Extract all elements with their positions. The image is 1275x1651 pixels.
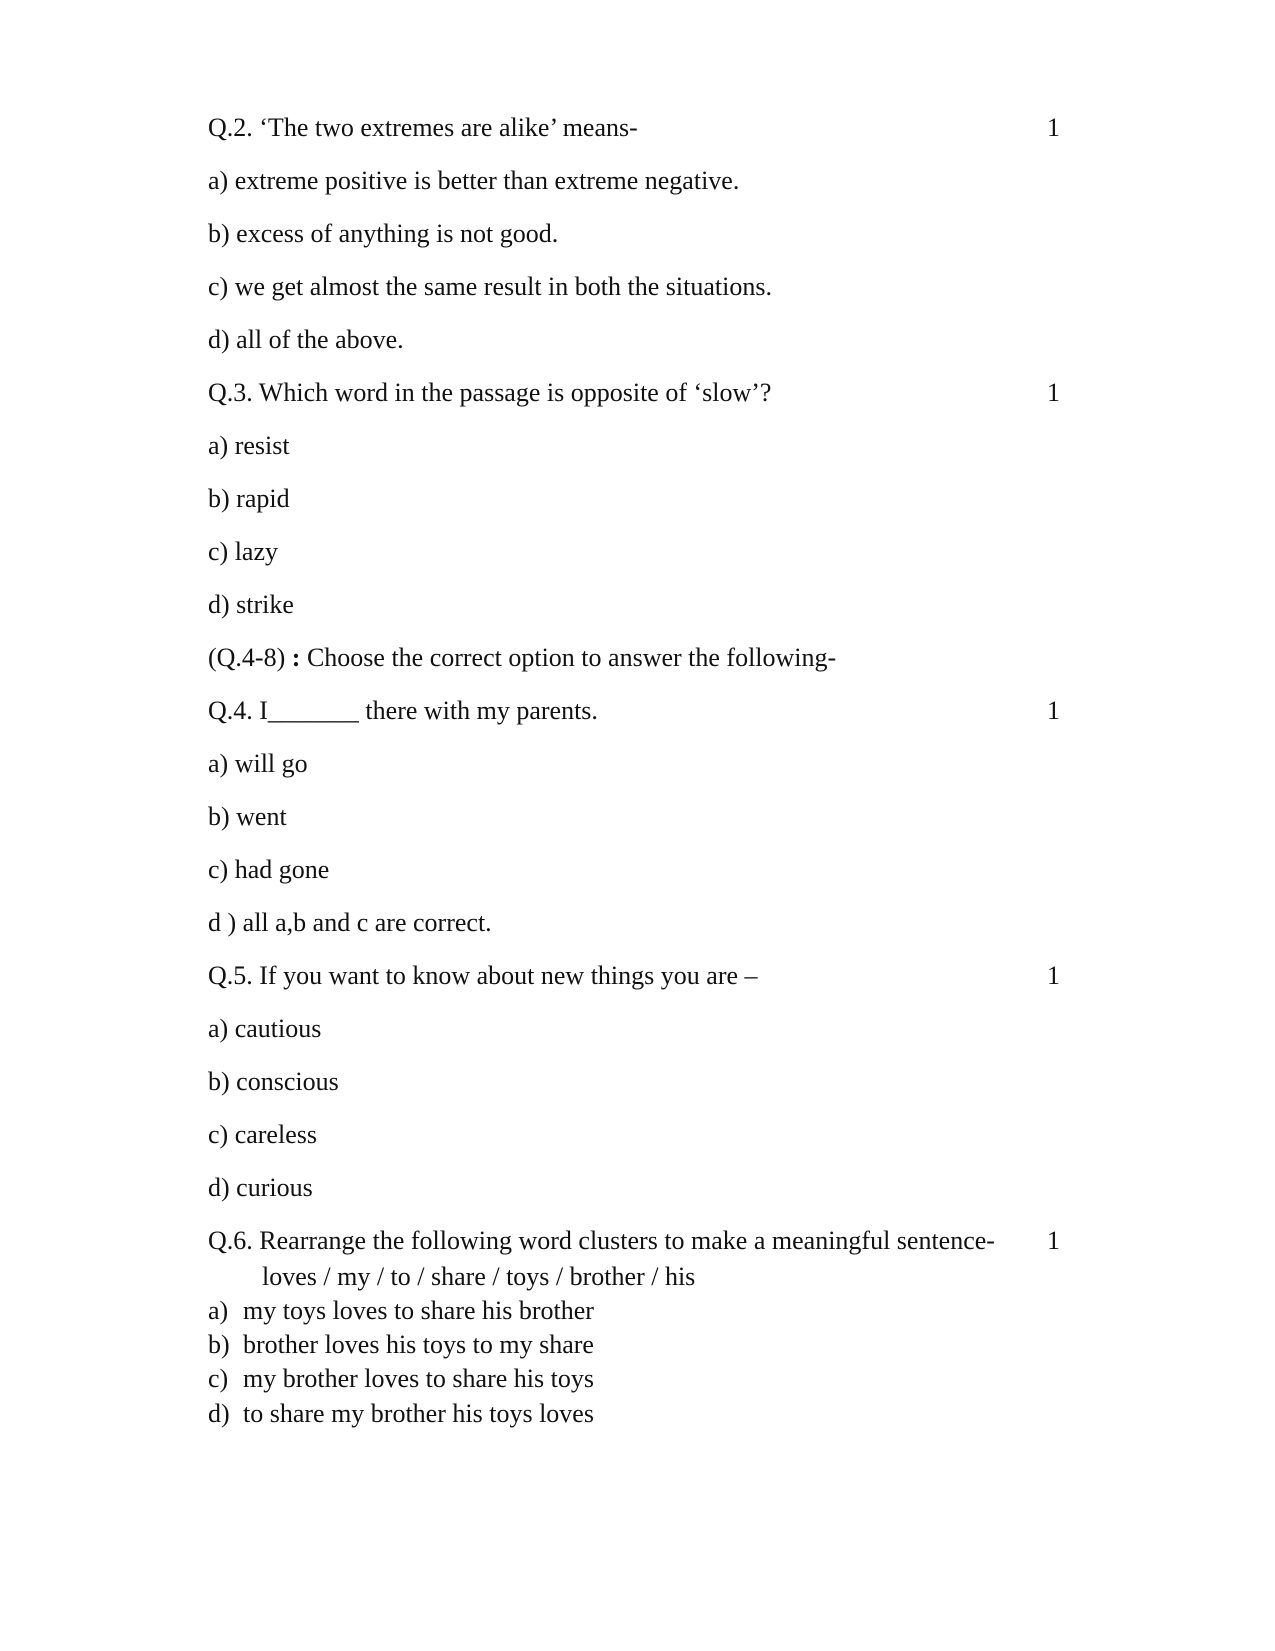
question-2-option-c: c) we get almost the same result in both the situations. <box>208 272 772 301</box>
question-4-option-a: a) will go <box>208 749 308 778</box>
question-3-option-d: d) strike <box>208 590 294 619</box>
option-letter: b) <box>208 1330 230 1359</box>
question-6: Q.6. Rearrange the following word clusters to make a meaningful sentence- <box>208 1226 995 1255</box>
question-2-marks: 1 <box>1047 113 1060 142</box>
question-6-marks: 1 <box>1047 1226 1060 1255</box>
section-instruction-text: Choose the correct option to answer the following- <box>306 643 837 672</box>
question-5-option-b: b) conscious <box>208 1067 339 1096</box>
option-text: my toys loves to share his brother <box>243 1296 594 1325</box>
question-4-option-d: d ) all a,b and c are correct. <box>208 908 492 937</box>
question-6-word-clusters: loves / my / to / share / toys / brother / his <box>262 1262 696 1291</box>
question-3-option-a: a) resist <box>208 431 290 460</box>
section-instruction <box>208 642 836 674</box>
question-2-option-b: b) excess of anything is not good. <box>208 219 559 248</box>
question-3-marks: 1 <box>1047 378 1060 407</box>
section-colon: : <box>291 643 301 672</box>
question-4-option-b: b) went <box>208 802 287 831</box>
question-6-option-a <box>208 1295 594 1327</box>
question-5-option-d: d) curious <box>208 1173 313 1202</box>
section-range: (Q.4-8) <box>208 643 286 672</box>
question-3-option-b: b) rapid <box>208 484 290 513</box>
option-letter: c) <box>208 1364 229 1393</box>
question-3-option-c: c) lazy <box>208 537 279 566</box>
question-5: Q.5. If you want to know about new things you are – <box>208 961 758 990</box>
question-5-option-a: a) cautious <box>208 1014 322 1043</box>
option-letter: a) <box>208 1296 229 1325</box>
question-4: Q.4. I_______ there with my parents. <box>208 696 598 725</box>
option-text: to share my brother his toys loves <box>243 1399 594 1428</box>
question-5-option-c: c) careless <box>208 1120 317 1149</box>
option-text: my brother loves to share his toys <box>243 1364 594 1393</box>
question-4-marks: 1 <box>1047 696 1060 725</box>
question-2-option-d: d) all of the above. <box>208 325 404 354</box>
question-6-option-b <box>208 1329 594 1361</box>
question-6-option-c <box>208 1363 594 1395</box>
question-5-marks: 1 <box>1047 961 1060 990</box>
question-6-option-d <box>208 1398 594 1430</box>
option-letter: d) <box>208 1399 230 1428</box>
question-2-option-a: a) extreme positive is better than extreme negative. <box>208 166 740 195</box>
option-text: brother loves his toys to my share <box>243 1330 594 1359</box>
question-2: Q.2. ‘The two extremes are alike’ means- <box>208 113 638 142</box>
question-3: Q.3. Which word in the passage is opposite of ‘slow’? <box>208 378 772 407</box>
question-4-option-c: c) had gone <box>208 855 330 884</box>
